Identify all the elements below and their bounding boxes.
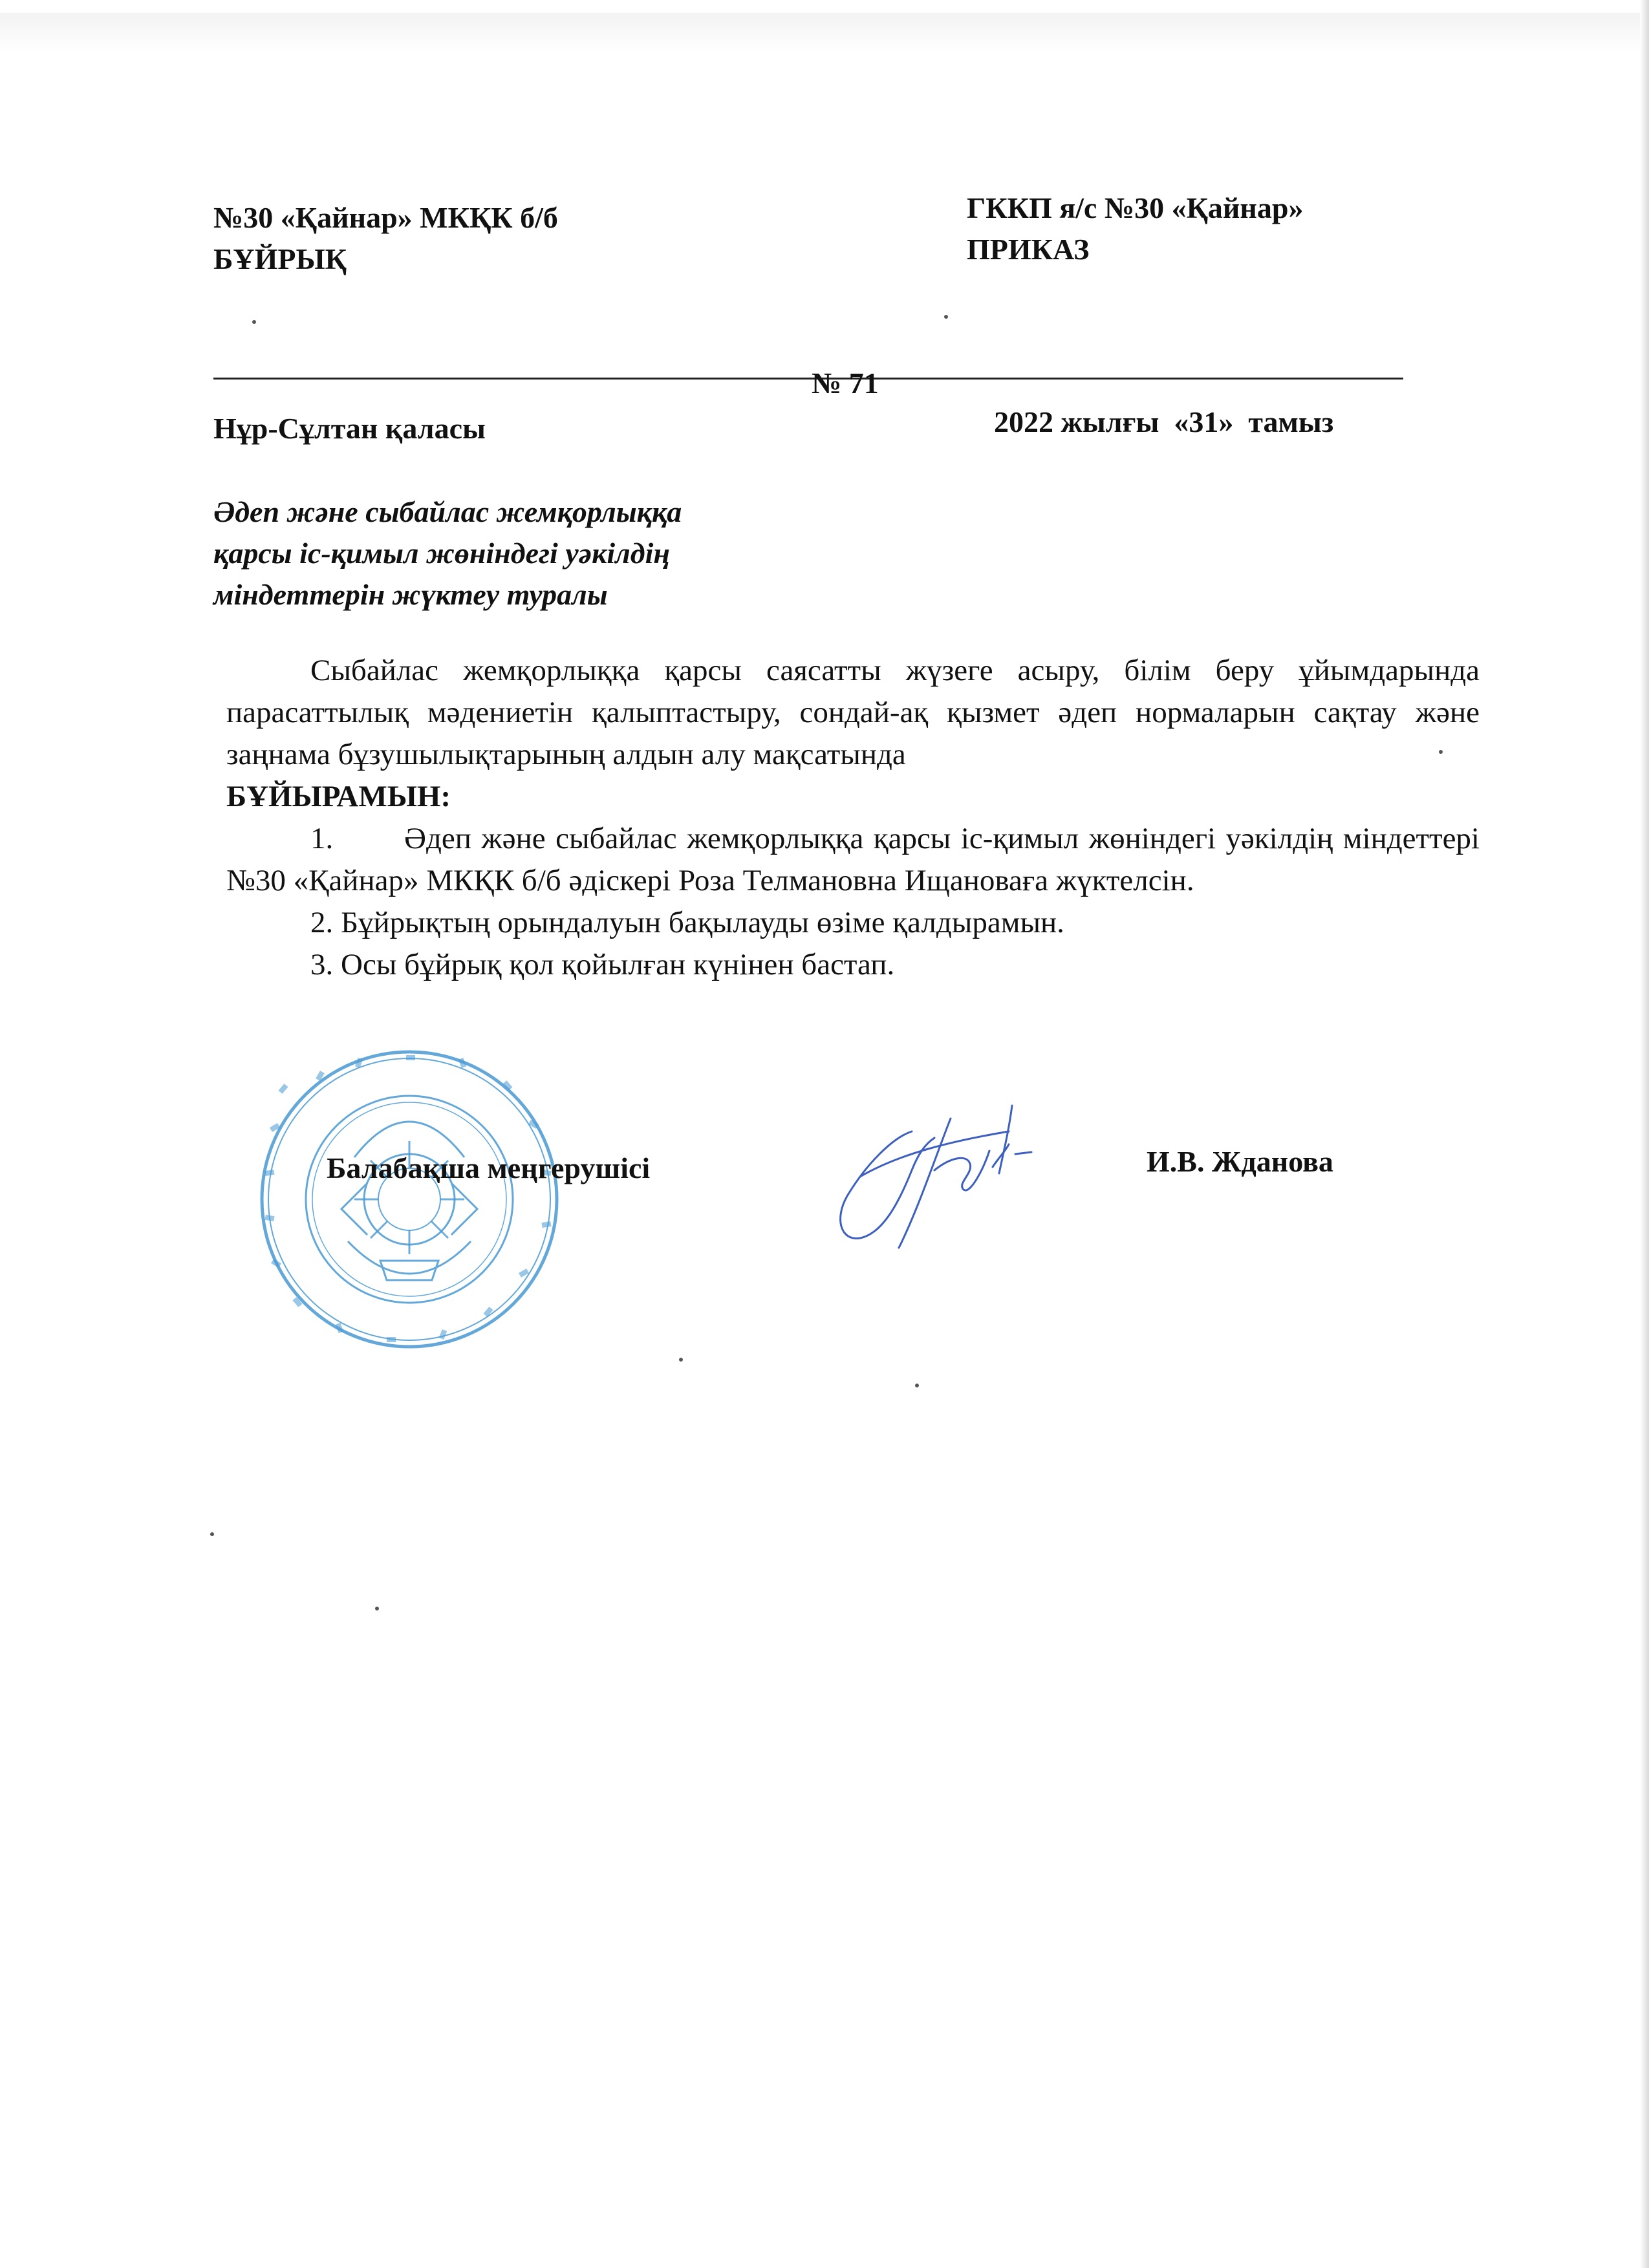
header-left-doc-type: БҰЙРЫҚ [213, 242, 347, 275]
order-word: БҰЙЫРАМЫН: [226, 780, 451, 813]
order-item-3: 3. Осы бұйрық қол қойылған күнінен бастап. [310, 948, 895, 981]
subject-line: Әдеп және сыбайлас жемқорлыққа [213, 495, 682, 528]
signatory-name: И.В. Жданова [1147, 1145, 1333, 1178]
scan-speck [210, 1532, 214, 1536]
scan-speck [944, 315, 948, 319]
order-item-1 [226, 818, 1480, 902]
subject-line: қарсы іс-қимыл жөніндегі уәкілдің [213, 537, 670, 570]
header-left-org: №30 «Қайнар» МКҚК б/б [213, 201, 558, 234]
header-divider [213, 378, 1403, 380]
preamble-paragraph: Сыбайлас жемқорлыққа қарсы саясатты жүзеге асыру, білім беру ұйымдарында парасаттылық мәдениетін қалыптастыру, сондай-ақ қызмет әдеп нормаларын сақтау және заңнама бұзушылықтарының алдын алу мақсатында [226, 654, 1480, 771]
header-right [967, 187, 1304, 270]
header-right-doc-type: ПРИКАЗ [967, 233, 1090, 266]
city: Нұр-Сұлтан қаласы [213, 412, 486, 445]
signature-icon [821, 1093, 1093, 1261]
order-number: № 71 [812, 367, 879, 400]
order-subject [213, 491, 925, 615]
official-stamp-icon [257, 1047, 561, 1351]
scan-edge-top [0, 13, 1649, 52]
order-item-1-text: Әдеп және сыбайлас жемқорлыққа қарсы іс-қимыл жөніндегі уәкілдің міндеттері №30 «Қайнар» МКҚК б/б әдіскері Роза Телмановна Ищановаға жүктелсін. [226, 822, 1480, 897]
header-right-org: ГККП я/с №30 «Қайнар» [967, 191, 1304, 224]
order-date: 2022 жылғы «31» тамыз [994, 405, 1334, 438]
signatory-position: Балабақша меңгерушісі [327, 1151, 651, 1184]
scan-edge-right [1640, 0, 1649, 2268]
order-item-2: 2. Бұйрықтың орындалуын бақылауды өзіме қалдырамын. [310, 906, 1064, 939]
order-item-1-number: 1. [310, 822, 334, 855]
scan-speck [1439, 750, 1443, 754]
scan-speck [375, 1607, 379, 1610]
subject-line: міндеттерін жүктеу туралы [213, 578, 608, 611]
scan-speck [915, 1384, 919, 1387]
header-left [213, 197, 558, 280]
scan-speck [679, 1358, 683, 1362]
order-body [226, 650, 1480, 986]
scan-speck [252, 320, 256, 324]
